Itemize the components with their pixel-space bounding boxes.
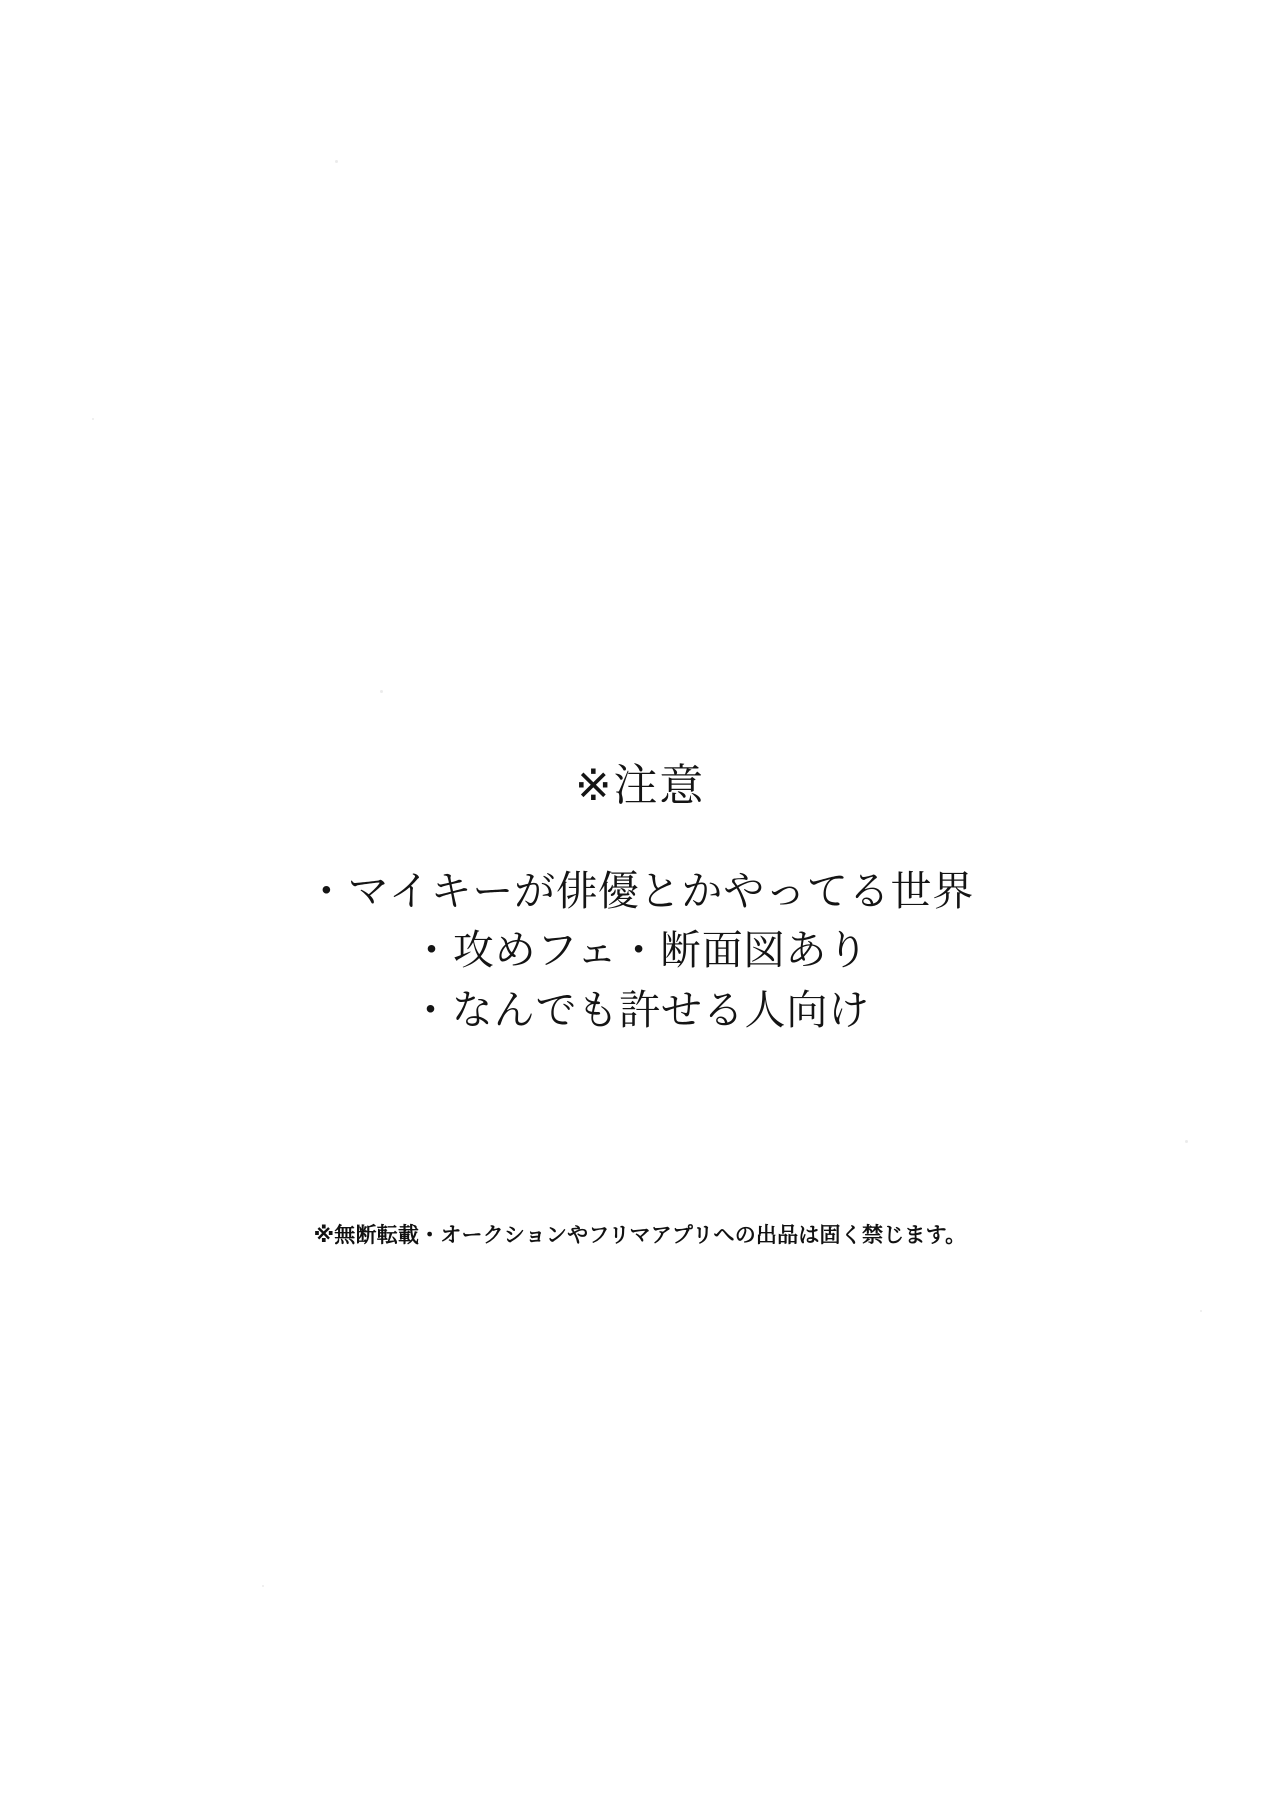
copyright-warning: ※無断転載・オークションやフリマアプリへの出品は固く禁じます。 xyxy=(313,1223,967,1247)
list-item: ・攻めフェ・断面図あり xyxy=(411,926,869,975)
list-item: ・なんでも許せる人向け xyxy=(409,985,871,1034)
paper-speck xyxy=(1200,1310,1202,1312)
paper-speck xyxy=(262,1585,264,1587)
paper-speck xyxy=(380,690,383,693)
paper-speck xyxy=(92,418,94,420)
notice-list xyxy=(0,862,1280,1040)
paper-speck xyxy=(1185,1140,1188,1143)
page-title: ※注意 xyxy=(574,760,706,811)
list-item: ・マイキーが俳優とかやってる世界 xyxy=(305,867,975,915)
paper-speck xyxy=(335,160,338,163)
